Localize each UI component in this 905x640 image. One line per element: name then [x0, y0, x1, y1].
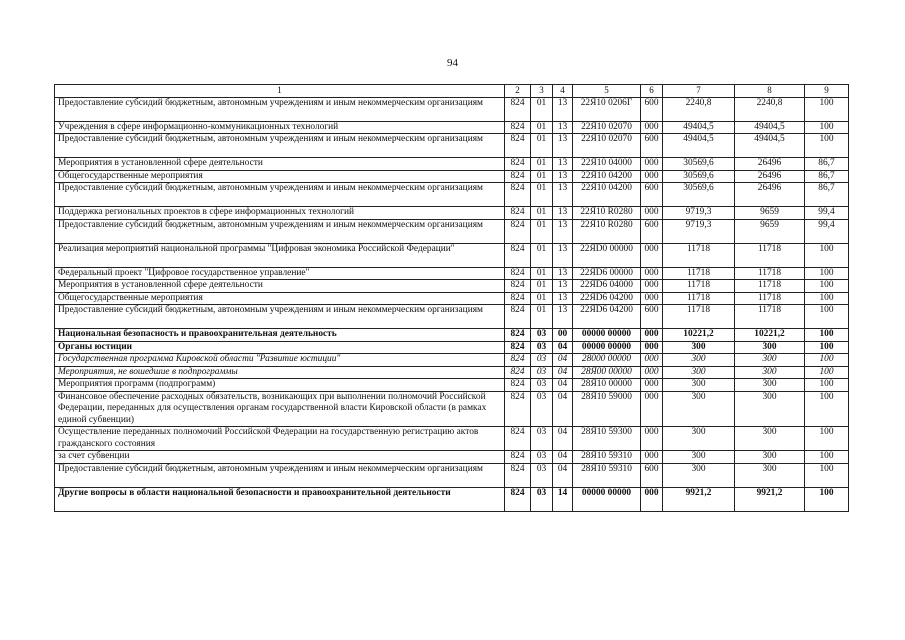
header-cell: 1 [55, 85, 505, 98]
expense-type-cell: 000 [641, 280, 663, 293]
target-article-cell: 22Я10 02070 [573, 121, 641, 134]
actual-amount-cell: 300 [735, 366, 805, 379]
actual-amount-cell: 26496 [735, 170, 805, 183]
actual-amount-cell: 11718 [735, 305, 805, 329]
planned-amount-cell: 9719,3 [663, 219, 735, 243]
execution-percent-cell: 99,4 [805, 219, 849, 243]
section-cell: 03 [531, 341, 553, 354]
section-cell: 03 [531, 366, 553, 379]
planned-amount-cell: 49404,5 [663, 121, 735, 134]
subsection-cell: 13 [553, 305, 573, 329]
row-name-cell: Национальная безопасность и правоохранительная деятельность [55, 329, 505, 342]
row-name-cell: Мероприятия в установленной сфере деятельности [55, 280, 505, 293]
row-name-cell: Поддержка региональных проектов в сфере информационных технологий [55, 207, 505, 220]
execution-percent-cell: 86,7 [805, 183, 849, 207]
table-row [55, 341, 849, 354]
admin-code-cell: 824 [505, 134, 531, 158]
admin-code-cell: 824 [505, 463, 531, 487]
expense-type-cell: 000 [641, 207, 663, 220]
actual-amount-cell: 300 [735, 379, 805, 392]
expense-type-cell: 000 [641, 379, 663, 392]
subsection-cell: 13 [553, 97, 573, 121]
planned-amount-cell: 30569,6 [663, 170, 735, 183]
execution-percent-cell: 99,4 [805, 207, 849, 220]
actual-amount-cell: 11718 [735, 292, 805, 305]
admin-code-cell: 824 [505, 280, 531, 293]
actual-amount-cell: 300 [735, 354, 805, 367]
section-cell: 03 [531, 427, 553, 451]
target-article-cell: 22Я10 04200 [573, 183, 641, 207]
admin-code-cell: 824 [505, 292, 531, 305]
subsection-cell: 04 [553, 366, 573, 379]
admin-code-cell: 824 [505, 267, 531, 280]
execution-percent-cell: 100 [805, 391, 849, 427]
actual-amount-cell: 2240,8 [735, 97, 805, 121]
expense-type-cell: 000 [641, 121, 663, 134]
admin-code-cell: 824 [505, 451, 531, 464]
row-name-cell: Предоставление субсидий бюджетным, автономным учреждениям и иным некоммерческим организациям [55, 463, 505, 487]
section-cell: 01 [531, 170, 553, 183]
actual-amount-cell: 11718 [735, 243, 805, 267]
subsection-cell: 13 [553, 280, 573, 293]
table-row [55, 391, 849, 427]
table-row [55, 170, 849, 183]
row-name-cell: Федеральный проект "Цифровое государственное управление" [55, 267, 505, 280]
expense-type-cell: 600 [641, 97, 663, 121]
execution-percent-cell: 100 [805, 243, 849, 267]
subsection-cell: 13 [553, 219, 573, 243]
section-cell: 01 [531, 280, 553, 293]
execution-percent-cell: 86,7 [805, 158, 849, 171]
target-article-cell: 22ЯD6 00000 [573, 267, 641, 280]
header-cell: 2 [505, 85, 531, 98]
actual-amount-cell: 11718 [735, 280, 805, 293]
planned-amount-cell: 10221,2 [663, 329, 735, 342]
expense-type-cell: 600 [641, 134, 663, 158]
target-article-cell: 22Я10 02070 [573, 134, 641, 158]
planned-amount-cell: 11718 [663, 305, 735, 329]
table-row [55, 280, 849, 293]
row-name-cell: за счет субвенции [55, 451, 505, 464]
admin-code-cell: 824 [505, 427, 531, 451]
actual-amount-cell: 26496 [735, 183, 805, 207]
subsection-cell: 04 [553, 341, 573, 354]
section-cell: 03 [531, 451, 553, 464]
execution-percent-cell: 100 [805, 280, 849, 293]
table-row [55, 207, 849, 220]
section-cell: 01 [531, 267, 553, 280]
expense-type-cell: 000 [641, 354, 663, 367]
actual-amount-cell: 300 [735, 341, 805, 354]
table-body [55, 97, 849, 511]
table-row [55, 427, 849, 451]
execution-percent-cell: 100 [805, 427, 849, 451]
actual-amount-cell: 300 [735, 427, 805, 451]
execution-percent-cell: 100 [805, 451, 849, 464]
expense-type-cell: 000 [641, 487, 663, 511]
planned-amount-cell: 300 [663, 391, 735, 427]
row-name-cell: Другие вопросы в области национальной безопасности и правоохранительной деятельности [55, 487, 505, 511]
admin-code-cell: 824 [505, 329, 531, 342]
section-cell: 03 [531, 391, 553, 427]
subsection-cell: 13 [553, 267, 573, 280]
execution-percent-cell: 86,7 [805, 170, 849, 183]
table-row [55, 158, 849, 171]
section-cell: 01 [531, 97, 553, 121]
admin-code-cell: 824 [505, 366, 531, 379]
actual-amount-cell: 300 [735, 463, 805, 487]
expense-type-cell: 600 [641, 219, 663, 243]
expense-type-cell: 000 [641, 451, 663, 464]
table-row [55, 329, 849, 342]
row-name-cell: Мероприятия в установленной сфере деятельности [55, 158, 505, 171]
expense-type-cell: 000 [641, 329, 663, 342]
header-cell: 7 [663, 85, 735, 98]
target-article-cell: 28Я10 59310 [573, 463, 641, 487]
planned-amount-cell: 30569,6 [663, 158, 735, 171]
execution-percent-cell: 100 [805, 134, 849, 158]
row-name-cell: Мероприятия программ (подпрограмм) [55, 379, 505, 392]
actual-amount-cell: 26496 [735, 158, 805, 171]
expense-type-cell: 600 [641, 183, 663, 207]
admin-code-cell: 824 [505, 207, 531, 220]
planned-amount-cell: 300 [663, 379, 735, 392]
section-cell: 01 [531, 158, 553, 171]
planned-amount-cell: 30569,6 [663, 183, 735, 207]
subsection-cell: 04 [553, 391, 573, 427]
expense-type-cell: 000 [641, 267, 663, 280]
planned-amount-cell: 11718 [663, 243, 735, 267]
target-article-cell: 28Я10 00000 [573, 379, 641, 392]
subsection-cell: 04 [553, 427, 573, 451]
table-row [55, 243, 849, 267]
target-article-cell: 00000 00000 [573, 487, 641, 511]
header-cell: 5 [573, 85, 641, 98]
target-article-cell: 22ЯD6 04200 [573, 292, 641, 305]
header-cell: 8 [735, 85, 805, 98]
table-row [55, 134, 849, 158]
header-cell: 4 [553, 85, 573, 98]
subsection-cell: 13 [553, 158, 573, 171]
target-article-cell: 22Я10 R0280 [573, 219, 641, 243]
table-row [55, 267, 849, 280]
subsection-cell: 04 [553, 451, 573, 464]
actual-amount-cell: 10221,2 [735, 329, 805, 342]
actual-amount-cell: 300 [735, 451, 805, 464]
planned-amount-cell: 300 [663, 451, 735, 464]
section-cell: 01 [531, 121, 553, 134]
subsection-cell: 13 [553, 183, 573, 207]
header-cell: 6 [641, 85, 663, 98]
subsection-cell: 13 [553, 243, 573, 267]
planned-amount-cell: 11718 [663, 280, 735, 293]
section-cell: 03 [531, 487, 553, 511]
target-article-cell: 22Я10 04200 [573, 170, 641, 183]
subsection-cell: 13 [553, 170, 573, 183]
execution-percent-cell: 100 [805, 341, 849, 354]
planned-amount-cell: 11718 [663, 292, 735, 305]
execution-percent-cell: 100 [805, 354, 849, 367]
planned-amount-cell: 9921,2 [663, 487, 735, 511]
execution-percent-cell: 100 [805, 366, 849, 379]
admin-code-cell: 824 [505, 170, 531, 183]
execution-percent-cell: 100 [805, 487, 849, 511]
target-article-cell: 22Я10 R0280 [573, 207, 641, 220]
row-name-cell: Предоставление субсидий бюджетным, автономным учреждениям и иным некоммерческим организациям [55, 219, 505, 243]
subsection-cell: 13 [553, 292, 573, 305]
table-row [55, 305, 849, 329]
target-article-cell: 22ЯD6 04000 [573, 280, 641, 293]
admin-code-cell: 824 [505, 121, 531, 134]
planned-amount-cell: 9719,3 [663, 207, 735, 220]
actual-amount-cell: 49404,5 [735, 134, 805, 158]
subsection-cell: 13 [553, 121, 573, 134]
row-name-cell: Осуществление переданных полномочий Российской Федерации на государственную регистрацию актов гражданского состояния [55, 427, 505, 451]
expense-type-cell: 000 [641, 341, 663, 354]
target-article-cell: 00000 00000 [573, 329, 641, 342]
row-name-cell: Финансовое обеспечение расходных обязательств, возникающих при выполнении полномочий Российской Федерации, переданных для осуществления органам государственной власти Кировской области (в рамках единой субвенции) [55, 391, 505, 427]
page-number: 94 [447, 57, 458, 69]
admin-code-cell: 824 [505, 341, 531, 354]
execution-percent-cell: 100 [805, 292, 849, 305]
admin-code-cell: 824 [505, 158, 531, 171]
admin-code-cell: 824 [505, 487, 531, 511]
section-cell: 01 [531, 134, 553, 158]
admin-code-cell: 824 [505, 391, 531, 427]
admin-code-cell: 824 [505, 183, 531, 207]
execution-percent-cell: 100 [805, 121, 849, 134]
expense-type-cell: 000 [641, 243, 663, 267]
row-name-cell: Государственная программа Кировской области "Развитие юстиции" [55, 354, 505, 367]
execution-percent-cell: 100 [805, 267, 849, 280]
planned-amount-cell: 300 [663, 341, 735, 354]
target-article-cell: 00000 00000 [573, 341, 641, 354]
subsection-cell: 13 [553, 207, 573, 220]
target-article-cell: 22Я10 0206Г [573, 97, 641, 121]
actual-amount-cell: 9659 [735, 219, 805, 243]
planned-amount-cell: 300 [663, 354, 735, 367]
planned-amount-cell: 300 [663, 366, 735, 379]
table-row [55, 451, 849, 464]
target-article-cell: 28Я10 59000 [573, 391, 641, 427]
admin-code-cell: 824 [505, 219, 531, 243]
planned-amount-cell: 11718 [663, 267, 735, 280]
table-row [55, 292, 849, 305]
planned-amount-cell: 49404,5 [663, 134, 735, 158]
admin-code-cell: 824 [505, 379, 531, 392]
subsection-cell: 13 [553, 134, 573, 158]
expense-type-cell: 000 [641, 170, 663, 183]
table-row [55, 183, 849, 207]
execution-percent-cell: 100 [805, 329, 849, 342]
admin-code-cell: 824 [505, 305, 531, 329]
expense-type-cell: 000 [641, 292, 663, 305]
budget-table [54, 84, 849, 512]
subsection-cell: 14 [553, 487, 573, 511]
expense-type-cell: 000 [641, 158, 663, 171]
target-article-cell: 28Я00 00000 [573, 366, 641, 379]
row-name-cell: Общегосударственные мероприятия [55, 292, 505, 305]
table-row [55, 121, 849, 134]
admin-code-cell: 824 [505, 354, 531, 367]
header-row [55, 85, 849, 98]
row-name-cell: Предоставление субсидий бюджетным, автономным учреждениям и иным некоммерческим организациям [55, 183, 505, 207]
subsection-cell: 04 [553, 379, 573, 392]
section-cell: 01 [531, 183, 553, 207]
row-name-cell: Реализация мероприятий национальной программы "Цифровая экономика Российской Федерации" [55, 243, 505, 267]
execution-percent-cell: 100 [805, 463, 849, 487]
section-cell: 03 [531, 379, 553, 392]
section-cell: 03 [531, 463, 553, 487]
expense-type-cell: 600 [641, 463, 663, 487]
target-article-cell: 22Я10 04000 [573, 158, 641, 171]
section-cell: 01 [531, 243, 553, 267]
target-article-cell: 22ЯD6 04200 [573, 305, 641, 329]
target-article-cell: 28Я10 59300 [573, 427, 641, 451]
table-row [55, 219, 849, 243]
row-name-cell: Общегосударственные мероприятия [55, 170, 505, 183]
subsection-cell: 04 [553, 463, 573, 487]
header-cell: 3 [531, 85, 553, 98]
section-cell: 01 [531, 292, 553, 305]
execution-percent-cell: 100 [805, 379, 849, 392]
actual-amount-cell: 9921,2 [735, 487, 805, 511]
planned-amount-cell: 2240,8 [663, 97, 735, 121]
expense-type-cell: 600 [641, 305, 663, 329]
actual-amount-cell: 49404,5 [735, 121, 805, 134]
table-row [55, 379, 849, 392]
table-row [55, 463, 849, 487]
row-name-cell: Органы юстиции [55, 341, 505, 354]
actual-amount-cell: 11718 [735, 267, 805, 280]
table-row [55, 354, 849, 367]
row-name-cell: Мероприятия, не вошедшие в подпрограммы [55, 366, 505, 379]
execution-percent-cell: 100 [805, 305, 849, 329]
expense-type-cell: 000 [641, 366, 663, 379]
subsection-cell: 00 [553, 329, 573, 342]
row-name-cell: Предоставление субсидий бюджетным, автономным учреждениям и иным некоммерческим организациям [55, 305, 505, 329]
row-name-cell: Учреждения в сфере информационно-коммуникационных технологий [55, 121, 505, 134]
target-article-cell: 22ЯD0 00000 [573, 243, 641, 267]
section-cell: 03 [531, 354, 553, 367]
target-article-cell: 28000 00000 [573, 354, 641, 367]
header-cell: 9 [805, 85, 849, 98]
actual-amount-cell: 300 [735, 391, 805, 427]
planned-amount-cell: 300 [663, 463, 735, 487]
section-cell: 01 [531, 207, 553, 220]
execution-percent-cell: 100 [805, 97, 849, 121]
subsection-cell: 04 [553, 354, 573, 367]
target-article-cell: 28Я10 59310 [573, 451, 641, 464]
table-row [55, 487, 849, 511]
table-row [55, 97, 849, 121]
section-cell: 03 [531, 329, 553, 342]
planned-amount-cell: 300 [663, 427, 735, 451]
expense-type-cell: 000 [641, 427, 663, 451]
admin-code-cell: 824 [505, 243, 531, 267]
section-cell: 01 [531, 305, 553, 329]
row-name-cell: Предоставление субсидий бюджетным, автономным учреждениям и иным некоммерческим организациям [55, 134, 505, 158]
row-name-cell: Предоставление субсидий бюджетным, автономным учреждениям и иным некоммерческим организациям [55, 97, 505, 121]
section-cell: 01 [531, 219, 553, 243]
admin-code-cell: 824 [505, 97, 531, 121]
expense-type-cell: 000 [641, 391, 663, 427]
table-row [55, 366, 849, 379]
actual-amount-cell: 9659 [735, 207, 805, 220]
